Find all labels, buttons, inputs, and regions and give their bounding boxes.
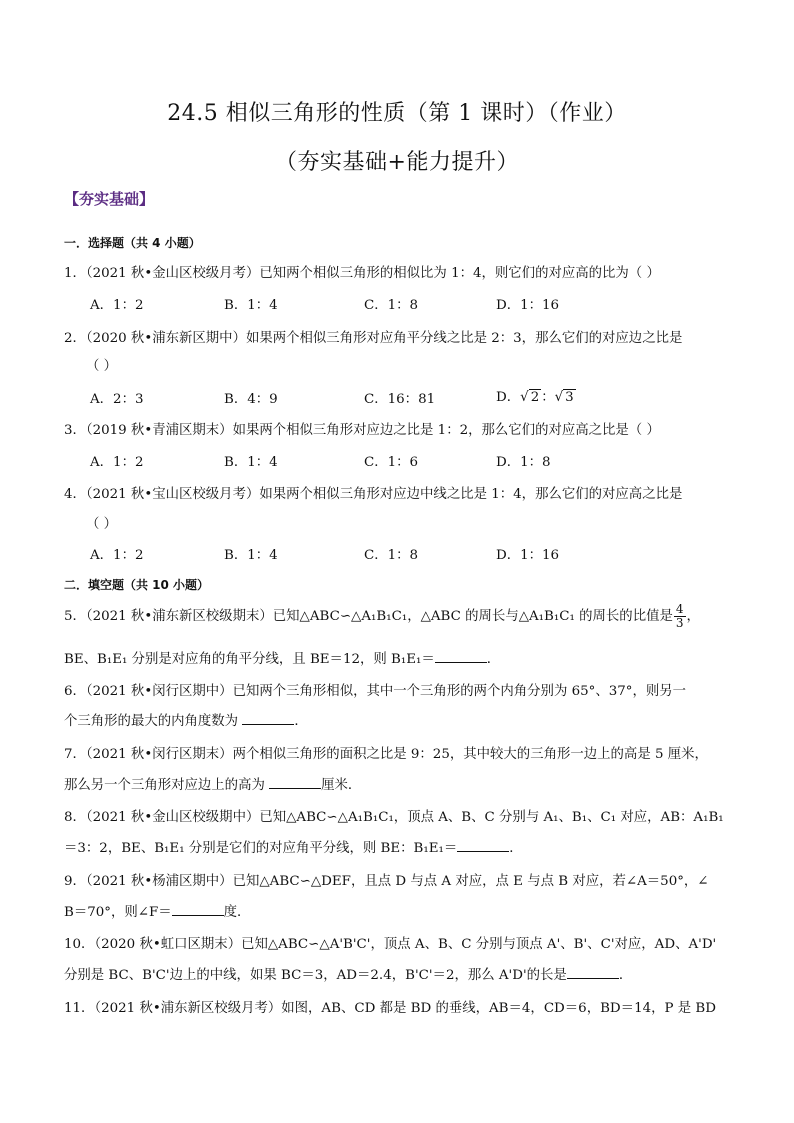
q1-option-b: B．1：4 xyxy=(224,298,278,313)
q2-option-c: C．16：81 xyxy=(364,392,436,407)
q5-text: 5．（2021 秋•浦东新区校级期末）已知△ABC∽△A₁B₁C₁，△ABC 的周长与△A₁B₁C₁ 的周长的比值是 xyxy=(64,609,673,624)
q3-option-c: C．1：6 xyxy=(364,455,419,470)
answer-blank[interactable] xyxy=(172,903,224,916)
answer-blank[interactable] xyxy=(269,776,321,789)
q8-text-2: ＝3：2，BE、B₁E₁ 分别是它们的对应角平分线，则 BE：B₁E₁＝ xyxy=(64,841,458,856)
question-11-line1: 11．（2021 秋•浦东新区校级月考）如图，AB、CD 都是 BD 的垂线，AB＝4，CD＝6，BD＝14，P 是 BD xyxy=(64,1001,716,1016)
radicand-b: 3 xyxy=(565,390,574,405)
q2-option-d-label: D． xyxy=(496,390,521,405)
q5-text-2: BE、B₁E₁ 分别是对应角的角平分线，且 BE＝12，则 B₁E₁＝ xyxy=(64,652,435,667)
q9-end: 度． xyxy=(223,905,251,920)
fraction-denominator: 3 xyxy=(675,616,684,630)
question-5-line2 xyxy=(64,648,734,667)
sqrt-symbol: √ 2 xyxy=(520,390,540,405)
question-10-line2 xyxy=(64,964,734,983)
q1-option-c: C．1：8 xyxy=(364,298,419,313)
q7-end: 厘米． xyxy=(321,778,362,793)
q4-option-a: A．1：2 xyxy=(90,548,144,563)
question-6-line2 xyxy=(64,710,734,729)
q9-text-2: B＝70°，则∠F＝ xyxy=(64,905,172,920)
answer-blank[interactable] xyxy=(242,712,294,725)
q6-end: ． xyxy=(294,714,308,729)
q7-text-2: 那么另一个三角形对应边上的高为 xyxy=(64,778,270,793)
q3-option-a: A．1：2 xyxy=(90,455,144,470)
document-subtitle: （夯实基础+能力提升） xyxy=(275,150,519,175)
q2-option-b: B．4：9 xyxy=(224,392,278,407)
q3-option-b: B．1：4 xyxy=(224,455,278,470)
q4-option-b: B．1：4 xyxy=(224,548,278,563)
section-label: 【夯实基础】 xyxy=(64,190,155,208)
q1-option-a: A．1：2 xyxy=(90,298,144,313)
radicand-a: 2 xyxy=(530,390,540,405)
question-8-line1: 8．（2021 秋•金山区校级期中）已知△ABC∽△A₁B₁C₁，顶点 A、B、C 分别与 A₁、B₁、C₁ 对应，AB：A₁B₁ xyxy=(64,810,724,825)
q8-end: ． xyxy=(509,841,523,856)
q4-option-c: C．1：8 xyxy=(364,548,419,563)
part1-heading: 一．选择题（共 4 小题） xyxy=(64,236,201,250)
answer-blank[interactable] xyxy=(435,650,487,663)
fraction xyxy=(674,603,686,630)
part2-heading: 二．填空题（共 10 小题） xyxy=(64,578,210,592)
q2-paren: （ ） xyxy=(86,359,118,374)
q3-option-d: D．1：8 xyxy=(496,455,551,470)
q2-option-a: A．2：3 xyxy=(90,392,144,407)
ratio-sep: ： xyxy=(541,390,555,405)
q10-text-2: 分别是 BC、B'C'边上的中线，如果 BC＝3，AD＝2.4，B'C'＝2，那么 A'D'的长是 xyxy=(64,968,567,983)
q5-end: ． xyxy=(486,652,501,667)
question-3-stem: 3．（2019 秋•青浦区期末）如果两个相似三角形对应边之比是 1：2，那么它们的对应高之比是（ ） xyxy=(64,423,660,438)
answer-blank[interactable] xyxy=(457,839,509,852)
q4-option-d: D．1：16 xyxy=(496,548,560,563)
sqrt-symbol: √ 3 xyxy=(554,390,574,405)
q10-end: ． xyxy=(618,968,633,983)
question-5-line1 xyxy=(64,603,734,630)
question-9-line2 xyxy=(64,901,734,920)
q2-option-d xyxy=(496,386,576,405)
fraction-numerator: 4 xyxy=(675,603,684,616)
q4-paren: （ ） xyxy=(86,517,118,532)
document-title: 24.5 相似三角形的性质（第 1 课时）（作业） xyxy=(167,101,627,126)
question-6-line1: 6．（2021 秋•闵行区期中）已知两个三角形相似，其中一个三角形的两个内角分别为 65°、37°，则另一 xyxy=(64,684,687,699)
question-10-line1: 10．（2020 秋•虹口区期末）已知△ABC∽△A'B'C'，顶点 A、B、C 分别与顶点 A'、B'、C'对应，AD、A'D' xyxy=(64,937,717,952)
question-7-line2 xyxy=(64,774,734,793)
q1-option-d: D．1：16 xyxy=(496,298,560,313)
q5-comma: ， xyxy=(686,609,700,624)
question-7-line1: 7．（2021 秋•闵行区期末）两个相似三角形的面积之比是 9：25，其中较大的三角形一边上的高是 5 厘米， xyxy=(64,747,708,762)
question-2-stem: 2．（2020 秋•浦东新区期中）如果两个相似三角形对应角平分线之比是 2：3，那么它们的对应边之比是 xyxy=(64,331,683,346)
question-1-stem: 1．（2021 秋•金山区校级月考）已知两个相似三角形的相似比为 1：4，则它们的对应高的比为（ ） xyxy=(64,266,660,281)
question-9-line1: 9．（2021 秋•杨浦区期中）已知△ABC∽△DEF，且点 D 与点 A 对应，点 E 与点 B 对应，若∠A＝50°，∠ xyxy=(64,874,709,889)
q6-text-2: 个三角形的最大的内角度数为 xyxy=(64,714,243,729)
question-4-stem: 4．（2021 秋•宝山区校级月考）如果两个相似三角形对应边中线之比是 1：4，那么它们的对应高之比是 xyxy=(64,487,683,502)
question-8-line2 xyxy=(64,837,734,856)
answer-blank[interactable] xyxy=(567,966,619,979)
